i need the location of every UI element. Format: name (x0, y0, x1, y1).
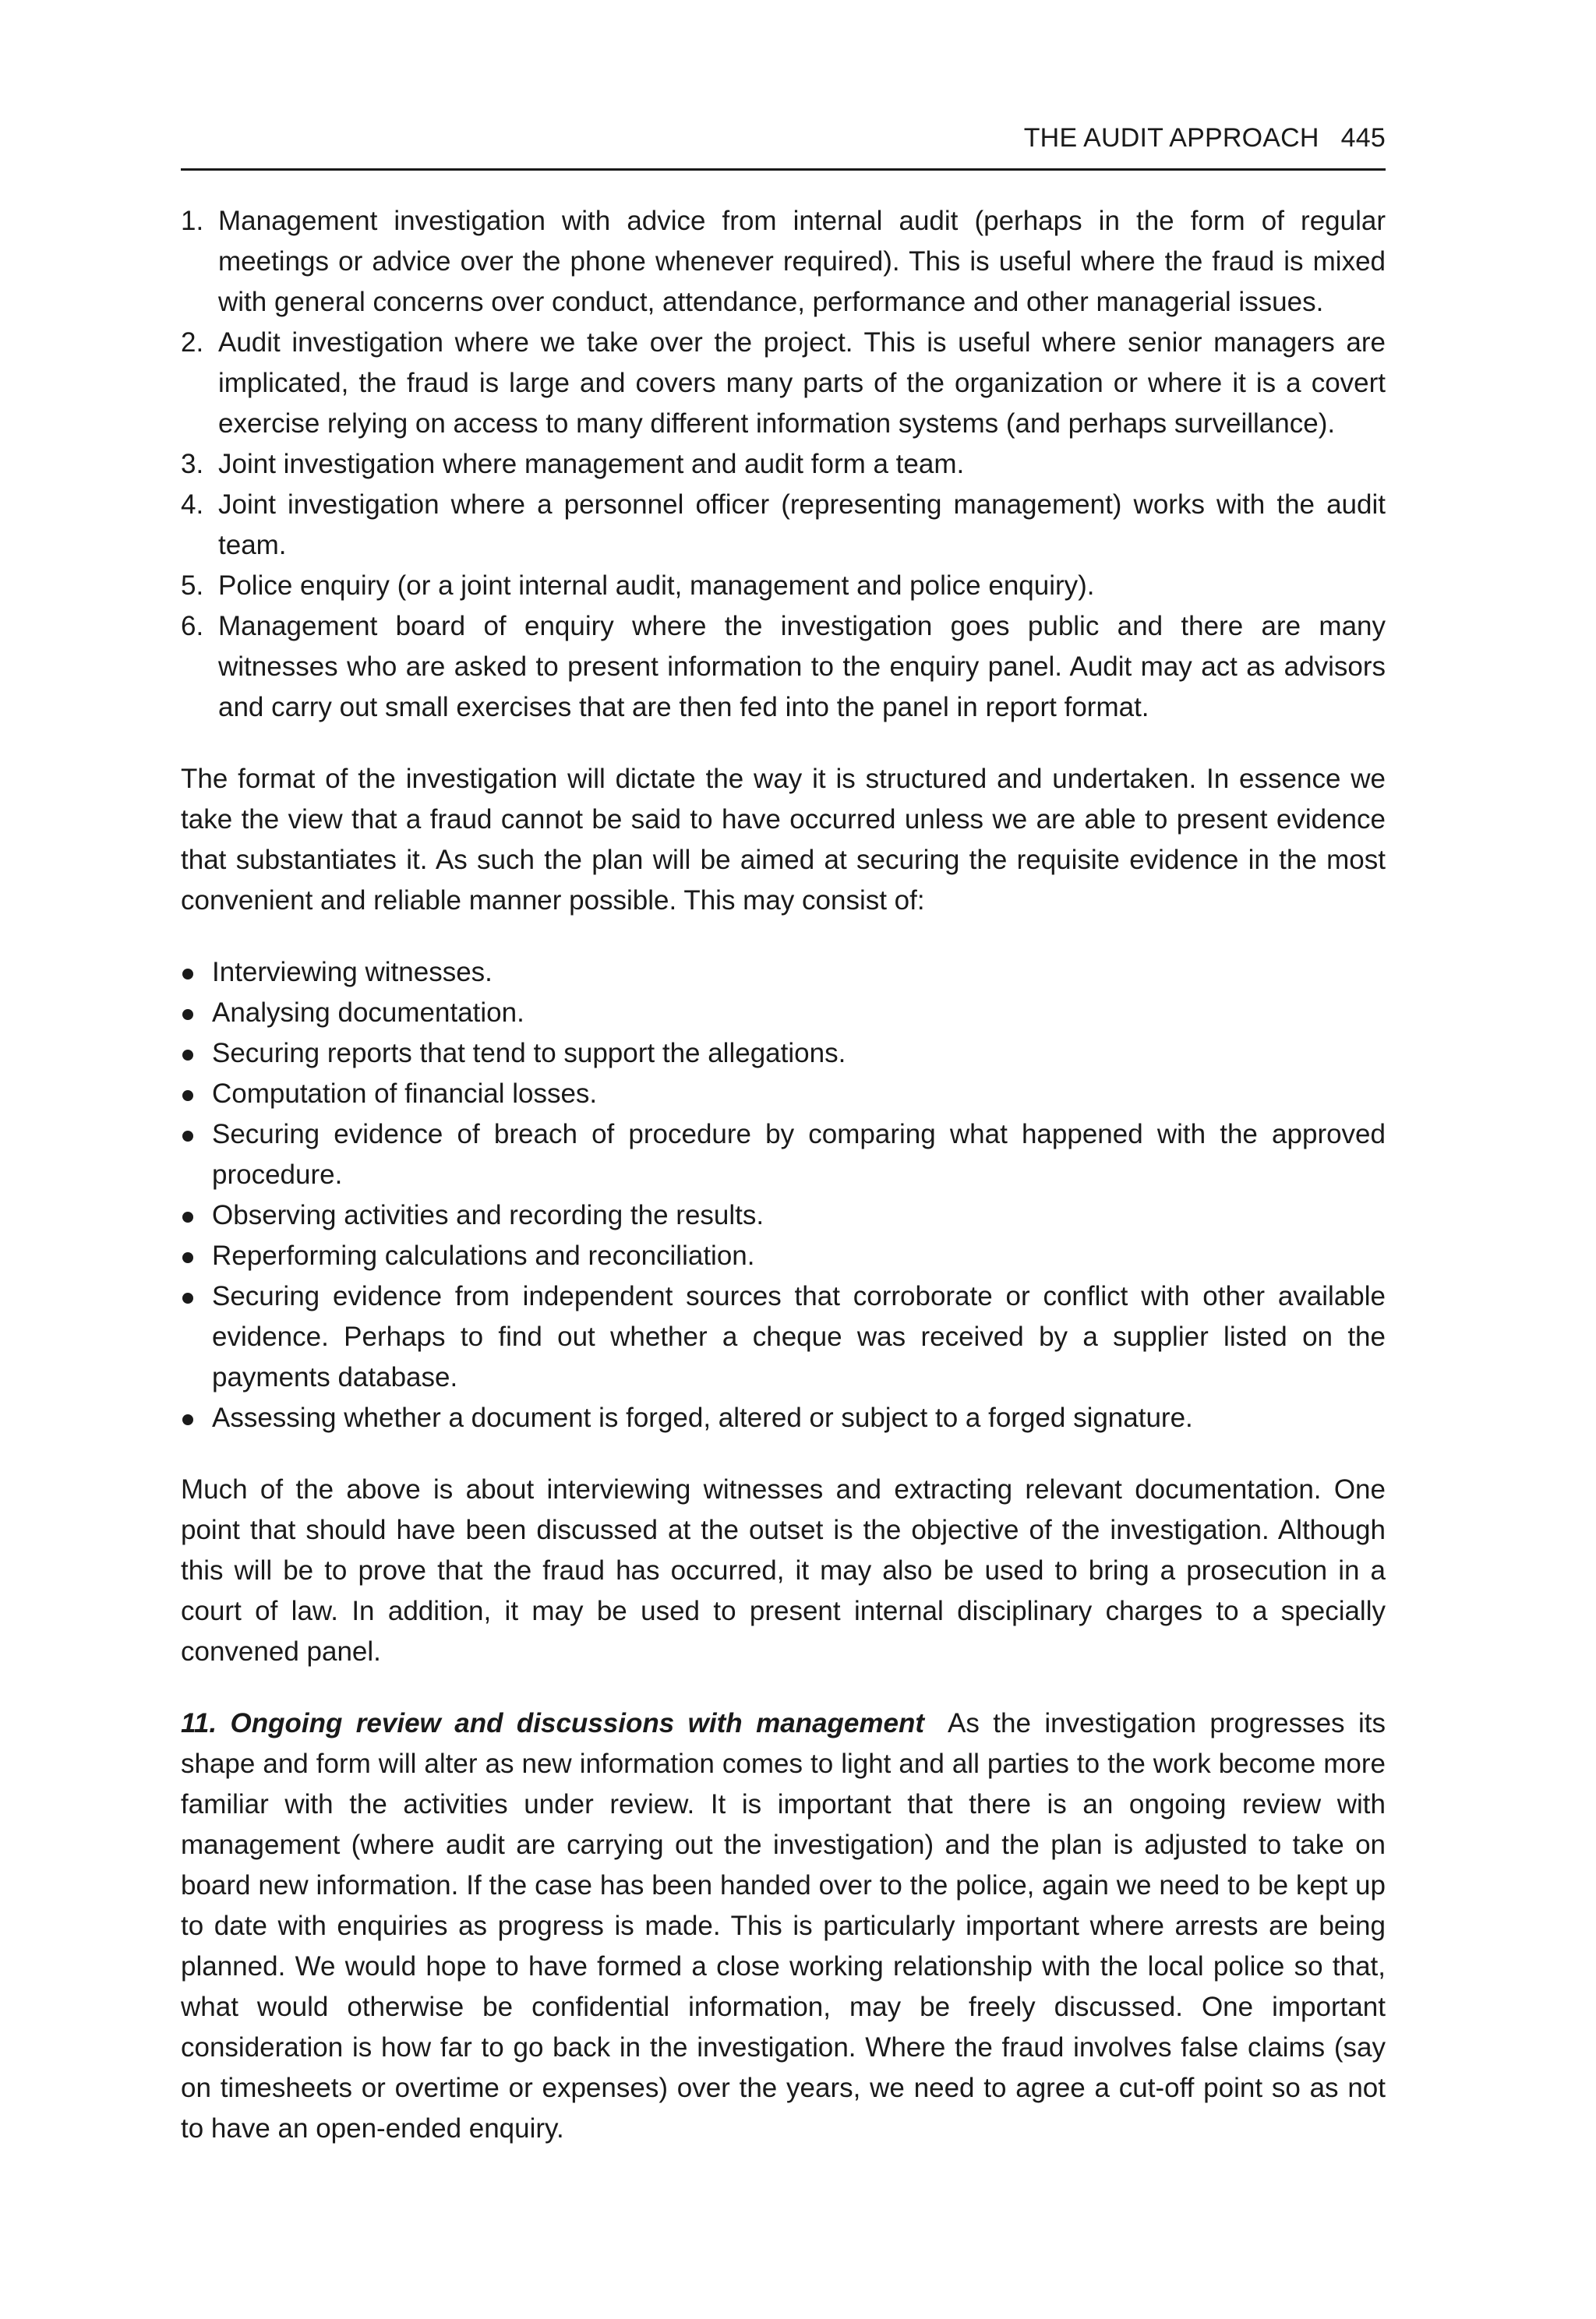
section-heading: 11. Ongoing review and discussions with management (181, 1708, 924, 1738)
section-11-paragraph (181, 1703, 1386, 2149)
bullet-item (181, 1033, 1386, 1074)
bullet-icon (182, 1009, 193, 1020)
bullet-text: Observing activities and recording the results. (212, 1200, 764, 1230)
item-number: 3. (181, 449, 204, 479)
spacer (181, 1438, 1386, 1470)
list-item (181, 566, 1386, 606)
bullet-icon (182, 1131, 193, 1142)
bullet-item (181, 1195, 1386, 1236)
bullet-item (181, 1398, 1386, 1438)
item-number: 2. (181, 327, 204, 358)
running-head-title: THE AUDIT APPROACH (1023, 123, 1319, 153)
section-text: As the investigation progresses its shape and form will alter as new information comes to light and all parties to the work become more familiar with the activities under review. It is important that there is an ongoing review with management (where audit are carrying out the investigation) and the plan is adjusted to take on board new information. If the case has been handed over to the police, again we need to be kept up to date with enquiries as progress is made. This is particularly important where arrests are being planned. We would hope to have formed a close working relationship with the local police so that, what would otherwise be confidential information, may be freely discussed. One important consideration is how far to go back in the investigation. Where the fraud involves false claims (say on timesheets or overtime or expenses) over the years, we need to agree a cut-off point so as not to have an open-ended enquiry. (181, 1708, 1386, 2144)
bullet-text: Analysing documentation. (212, 997, 524, 1028)
list-item (181, 323, 1386, 444)
bullet-text: Securing evidence from independent sources that corroborate or conflict with other available evidence. Perhaps to find out whether a cheque was received by a supplier listed on the payments database. (212, 1281, 1386, 1392)
item-number: 1. (181, 206, 204, 236)
header-rule (181, 168, 1386, 171)
bullet-item (181, 1236, 1386, 1276)
page-body (181, 201, 1386, 2149)
paragraph-format: The format of the investigation will dictate the way it is structured and undertaken. In essence we take the view that a fraud cannot be said to have occurred unless we are able to present evidence that substantiates it. As such the plan will be aimed at securing the requisite evidence in the most convenient and reliable manner possible. This may consist of: (181, 764, 1386, 916)
bullet-icon (182, 1293, 193, 1304)
bullet-icon (182, 1414, 193, 1425)
spacer (181, 921, 1386, 952)
bullet-text: Reperforming calculations and reconciliation. (212, 1241, 755, 1271)
item-text: Joint investigation where management and audit form a team. (218, 449, 965, 479)
list-item (181, 485, 1386, 566)
bullet-item (181, 993, 1386, 1033)
bullet-icon (182, 1050, 193, 1061)
item-number: 4. (181, 489, 204, 520)
item-number: 6. (181, 611, 204, 641)
spacer (181, 1672, 1386, 1703)
list-item (181, 606, 1386, 728)
page-number: 445 (1340, 123, 1386, 153)
bullet-icon (182, 1212, 193, 1223)
bullet-text: Interviewing witnesses. (212, 957, 493, 987)
bullet-item (181, 952, 1386, 993)
bullet-icon (182, 1090, 193, 1101)
item-text: Joint investigation where a personnel officer (representing management) works with the audit team. (218, 489, 1386, 560)
spacer (181, 728, 1386, 759)
running-head (1024, 123, 1386, 154)
bullet-text: Securing evidence of breach of procedure by comparing what happened with the approved procedure. (212, 1119, 1386, 1190)
item-text: Management investigation with advice from internal audit (perhaps in the form of regular meetings or advice over the phone whenever required). This is useful where the fraud is mixed with general concerns over conduct, attendance, performance and other managerial issues. (218, 206, 1386, 317)
bullet-icon (182, 969, 193, 979)
bullet-text: Assessing whether a document is forged, altered or subject to a forged signature. (212, 1403, 1193, 1433)
bullet-text: Securing reports that tend to support the allegations. (212, 1038, 846, 1068)
paragraph-objective: Much of the above is about interviewing witnesses and extracting relevant documentation. One point that should have been discussed at the outset is the objective of the investigation. Although this will be to prove that the fraud has occurred, it may also be used to bring a prosecution in a court of law. In addition, it may be used to present internal disciplinary charges to a specially convened panel. (181, 1474, 1386, 1667)
item-number: 5. (181, 570, 204, 601)
investigation-types-list (181, 201, 1386, 728)
item-text: Audit investigation where we take over the project. This is useful where senior managers are implicated, the fraud is large and covers many parts of the organization or where it is a covert exercise relying on access to many different information systems (and perhaps surveillance). (218, 327, 1386, 439)
bullet-item (181, 1074, 1386, 1114)
bullet-item (181, 1114, 1386, 1195)
item-text: Police enquiry (or a joint internal audit, management and police enquiry). (218, 570, 1095, 601)
bullet-icon (182, 1252, 193, 1263)
bullet-text: Computation of financial losses. (212, 1078, 598, 1109)
list-item (181, 444, 1386, 485)
evidence-bullet-list (181, 952, 1386, 1438)
item-text: Management board of enquiry where the investigation goes public and there are many witnesses who are asked to present information to the enquiry panel. Audit may act as advisors and carry out small exercises that are then fed into the panel in report format. (218, 611, 1386, 722)
list-item (181, 201, 1386, 323)
bullet-item (181, 1276, 1386, 1398)
